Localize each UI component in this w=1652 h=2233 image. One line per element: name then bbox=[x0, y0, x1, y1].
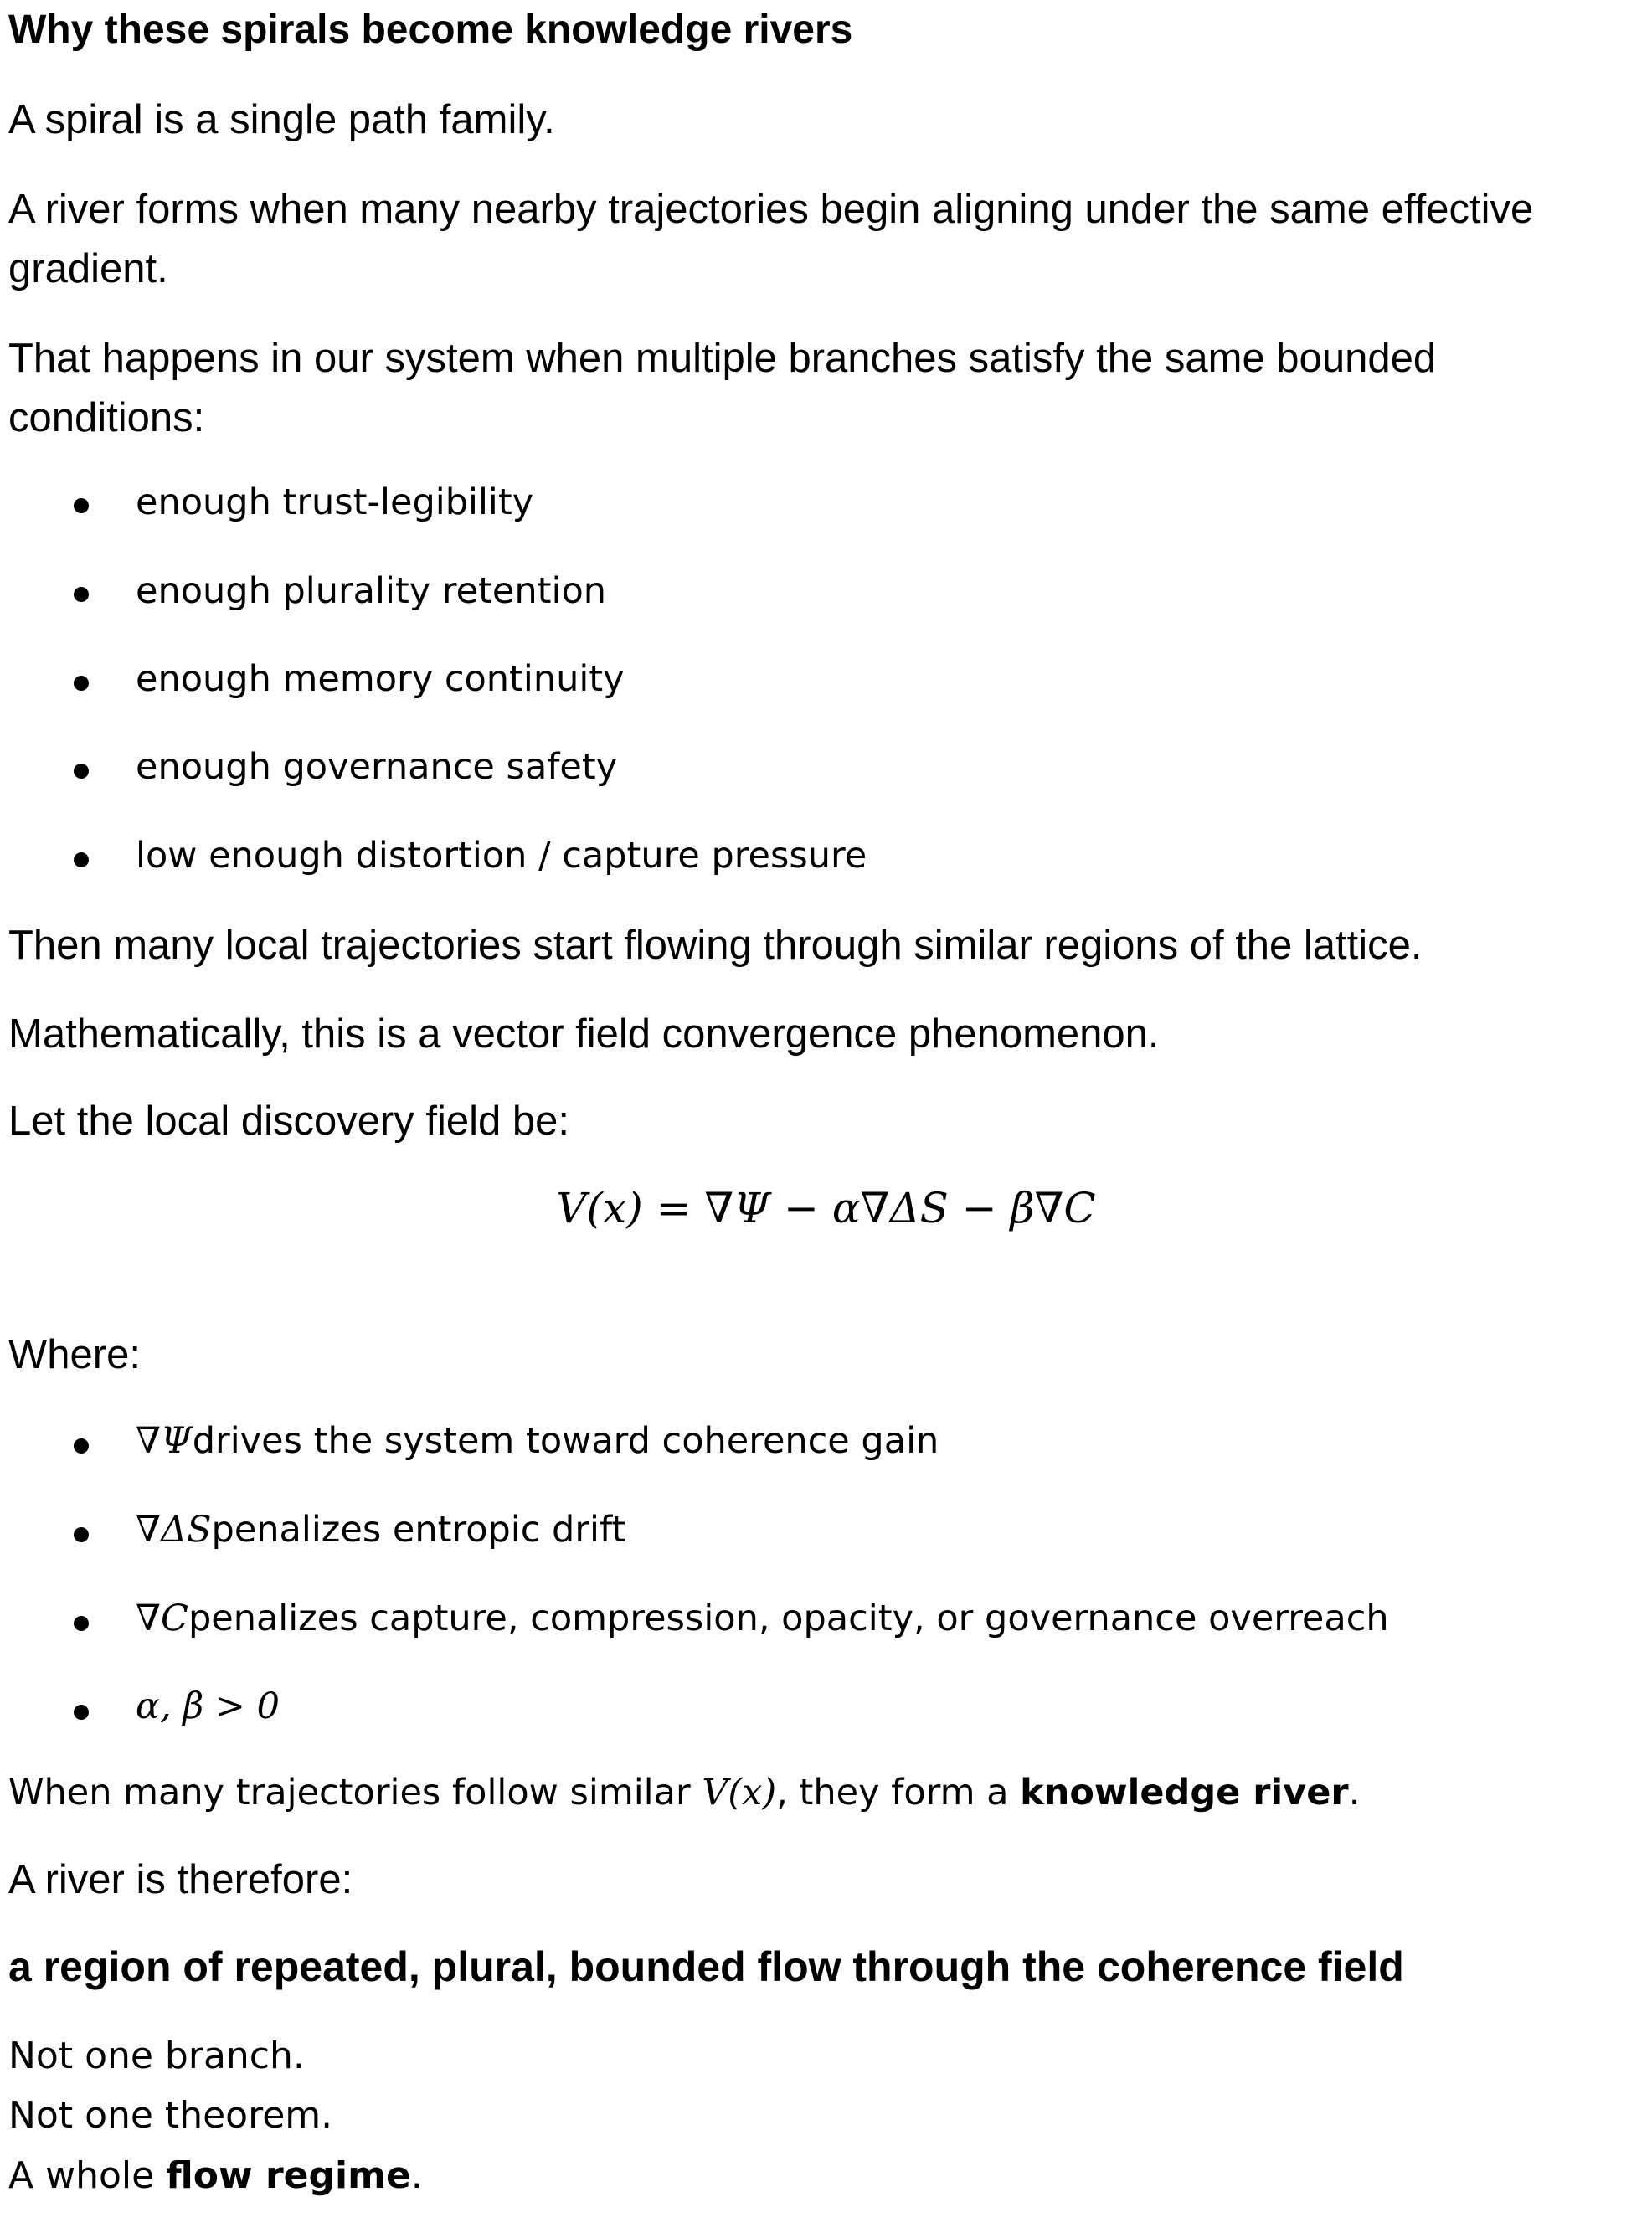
closing-line-2: Not one theorem. bbox=[8, 2094, 333, 2137]
bullet-icon bbox=[74, 587, 89, 602]
river-definition: a region of repeated, plural, bounded flow through the coherence field bbox=[8, 1943, 1404, 1990]
paragraph-conditions-intro: That happens in our system when multiple branches satisfy the same bounded conditions: bbox=[8, 336, 1437, 440]
river-sentence-after: . bbox=[1348, 1772, 1361, 1814]
where-item-math: ∇C bbox=[136, 1598, 188, 1639]
paragraph-field-intro: Let the local discovery field be: bbox=[8, 1098, 570, 1144]
closing-line-3 bbox=[8, 2154, 423, 2197]
river-sentence-middle: , they form a bbox=[776, 1772, 1021, 1814]
paragraph-local-trajectories: Then many local trajectories start flowing through similar regions of the lattice. bbox=[8, 923, 1423, 968]
discovery-field-equation: V(x) = ∇Ψ − α∇ΔS − β∇C bbox=[556, 1184, 1096, 1232]
bullet-icon bbox=[74, 852, 89, 867]
condition-item: enough governance safety bbox=[136, 746, 618, 788]
paragraph-where: Where: bbox=[8, 1332, 141, 1377]
paragraph-spiral: A spiral is a single path family. bbox=[8, 97, 555, 142]
bullet-icon bbox=[74, 498, 89, 513]
page-title: Why these spirals become knowledge rivers bbox=[8, 8, 853, 52]
closing-line-1: Not one branch. bbox=[8, 2035, 305, 2077]
condition-item: enough memory continuity bbox=[136, 658, 625, 700]
closing-line-3-after: . bbox=[410, 2154, 423, 2197]
where-item bbox=[136, 1509, 625, 1551]
where-item-text: penalizes capture, compression, opacity, or governance overreach bbox=[188, 1598, 1389, 1639]
where-item bbox=[136, 1598, 1389, 1639]
river-sentence-before: When many trajectories follow similar bbox=[8, 1772, 702, 1814]
where-item bbox=[136, 1420, 939, 1462]
closing-line-3-bold: flow regime bbox=[166, 2154, 411, 2197]
paragraph-river-therefore: A river is therefore: bbox=[8, 1857, 353, 1902]
where-item-text: penalizes entropic drift bbox=[211, 1509, 626, 1551]
where-item-math: α, β > 0 bbox=[136, 1685, 280, 1727]
paragraph-river-sentence bbox=[8, 1772, 1360, 1814]
condition-item: enough trust-legibility bbox=[136, 481, 534, 523]
river-sentence-bold: knowledge river bbox=[1020, 1772, 1349, 1814]
bullet-icon bbox=[74, 1616, 89, 1631]
where-item-math: ∇Ψ bbox=[136, 1420, 193, 1462]
closing-line-3-before: A whole bbox=[8, 2154, 167, 2197]
river-sentence-math: V(x) bbox=[702, 1772, 777, 1814]
where-item-text: drives the system toward coherence gain bbox=[192, 1420, 939, 1462]
paragraph-river-forms: A river forms when many nearby trajectories begin aligning under the same effective gradient. bbox=[8, 187, 1534, 291]
bullet-icon bbox=[74, 1438, 89, 1454]
bullet-icon bbox=[74, 764, 89, 779]
bullet-icon bbox=[74, 1527, 89, 1542]
condition-item: low enough distortion / capture pressure bbox=[136, 835, 867, 877]
bullet-icon bbox=[74, 1705, 89, 1720]
condition-item: enough plurality retention bbox=[136, 570, 607, 612]
where-item-math: ∇ΔS bbox=[136, 1509, 212, 1551]
where-item bbox=[136, 1685, 280, 1727]
paragraph-mathematically: Mathematically, this is a vector field convergence phenomenon. bbox=[8, 1011, 1160, 1057]
bullet-icon bbox=[74, 676, 89, 691]
